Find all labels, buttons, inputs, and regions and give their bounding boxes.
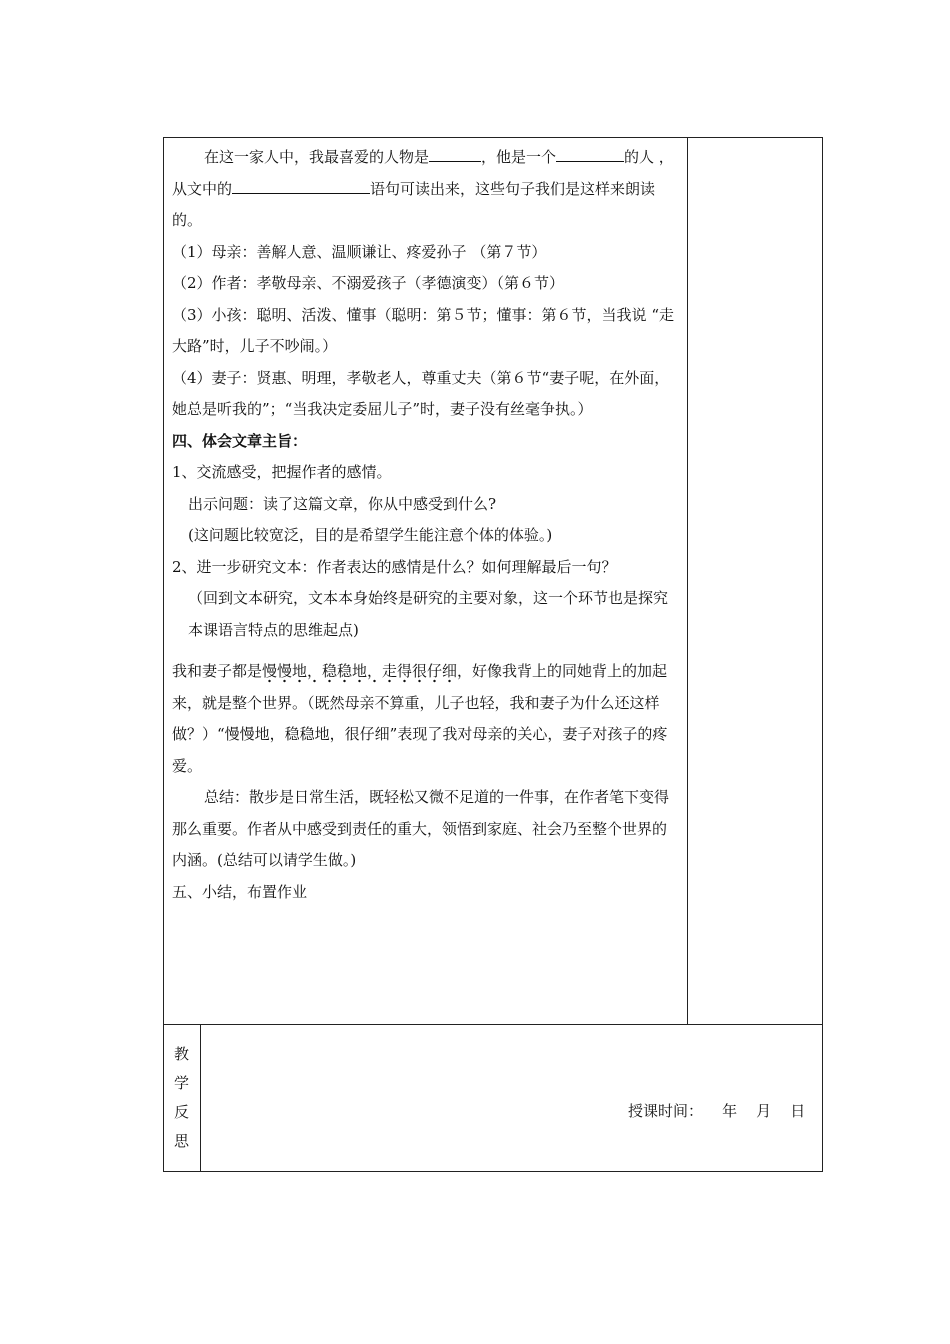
step-two: 2、进一步研究文本：作者表达的感情是什么？如何理解最后一句？ xyxy=(172,557,617,576)
label-char: 反 xyxy=(173,1103,189,1121)
list-item-author: （2）作者：孝敬母亲、不溺爱孩子（孝德演变）（第６节） xyxy=(172,274,565,292)
teaching-date: 授课时间： 年 月 日 xyxy=(628,1102,806,1120)
reflection-label-divider xyxy=(200,1024,201,1172)
table-right-column-divider xyxy=(687,137,688,1025)
step-one-note: (这问题比较宽泛，目的是希望学生能注意个体的体验。) xyxy=(188,526,553,544)
summary-paragraph: 总结：散步是日常生活，既轻松又微不足道的一件事，在作者笔下变得那么重要。作者从中感受到责任的重大，领悟到家庭、社会乃至整个世界的内涵。(总结可以请学生做。) xyxy=(172,788,670,869)
fill-blank xyxy=(429,144,481,162)
emphasized-phrase: 慢慢地，稳稳地，走得很仔细 xyxy=(262,662,457,684)
fill-blank xyxy=(556,144,624,162)
section-four-heading: 四、体会文章主旨： xyxy=(172,431,308,450)
lesson-content xyxy=(172,142,680,908)
step-one: 1、交流感受，把握作者的感情。 xyxy=(172,463,392,481)
label-char: 学 xyxy=(173,1074,189,1092)
reflection-label xyxy=(163,1040,200,1156)
step-one-question: 出示问题：读了这篇文章，你从中感受到什么? xyxy=(188,494,497,513)
list-item-wife: （4）妻子：贤惠、明理，孝敬老人，尊重丈夫（第６节“妻子呢，在外面，她总是听我的”；“当我决定委屈儿子”时，妻子没有丝毫争执。） xyxy=(172,368,670,418)
favorite-character-paragraph: 在这一家人中，我最喜爱的人物是 ，他是一个 的人 ，从文中的 语句可读出来，这些句子我们是这样来朗读的。 xyxy=(172,142,680,237)
list-item-mother: （1）母亲：善解人意、温顺谦让、疼爱孙子 （第７节） xyxy=(172,242,547,261)
fill-blank xyxy=(232,176,370,194)
list-item-child: （3）小孩：聪明、活泼、懂事（聪明：第５节；懂事：第６节，当我说 “走大路”时，儿子不吵闹。） xyxy=(172,305,674,355)
section-five-heading: 五、小结，布置作业 xyxy=(172,882,308,901)
step-two-note: （回到文本研究，文本本身始终是研究的主要对象，这一个环节也是探究本课语言特点的思维起点) xyxy=(188,589,669,639)
quoted-passage: 我和妻子都是慢慢地，稳稳地，走得很仔细，好像我背上的同她背上的加起来，就是整个世界。（既然母亲不算重，儿子也轻，我和妻子为什么还这样做？）“慢慢地，稳稳地，很仔细”表现了我对母亲的关心，妻子对孩子的疼爱。 xyxy=(172,662,668,775)
label-char: 思 xyxy=(173,1132,189,1150)
table-row-divider xyxy=(163,1024,823,1025)
label-char: 教 xyxy=(173,1045,189,1063)
